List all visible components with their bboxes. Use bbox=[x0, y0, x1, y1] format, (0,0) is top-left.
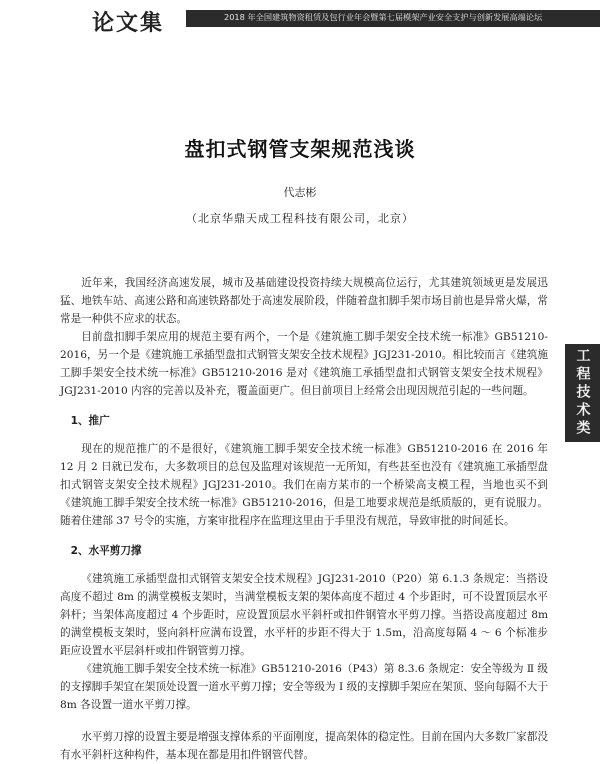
body-paragraph: 水平剪刀撑的设置主要是增强支撑体系的平面刚度，提高架体的稳定性。目前在国内大多数厂家都没有水平斜杆这种构件，基本现在都是用扣件钢管代替。 bbox=[60, 731, 548, 761]
article-title: 盘扣式钢管支架规范浅谈 bbox=[184, 137, 416, 161]
intro-paragraph: 近年来，我国经济高速发展，城市及基础建设投资持续大规模高位运行，尤其建筑领域更是发展迅猛、地铁车站、高速公路和高速铁路都处于高速发展阶段，伴随着盘扣脚手架市场目前也是异常火爆，常常是一种供不应求的状态。 bbox=[60, 277, 548, 325]
page-header bbox=[0, 0, 600, 36]
category-side-tab-label: 工程技术类 bbox=[574, 348, 591, 438]
article-body bbox=[60, 274, 548, 764]
section-title: 论文集 bbox=[92, 11, 165, 36]
conference-banner bbox=[186, 10, 600, 27]
body-paragraph: 《建筑施工脚手架安全技术统一标准》GB51210-2016（P43）第 8.3.6 条规定：安全等级为 Ⅱ 级的支撑脚手架宜在架顶处设置一道水平剪刀撑；安全等级为 Ⅰ 级的支撑脚手架应在架顶、竖向每隔不大于 8m 各设置一道水平剪刀撑。 bbox=[60, 663, 548, 711]
category-side-tab bbox=[565, 344, 600, 442]
intro-paragraph: 目前盘扣脚手架应用的规范主要有两个，一个是《建筑施工脚手架安全技术统一标准》GB51210-2016，另一个是《建筑施工承插型盘扣式钢管支架安全技术规程》JGJ231-2010。相比较而言《建筑施工脚手架安全技术统一标准》GB51210-2016 是对《建筑施工承插型盘扣式钢管支架安全技术规程》JGJ231-2010 内容的完善以及补充，覆盖面更广。但目前项目上经常会出现因规范引起的一些问题。 bbox=[60, 331, 548, 397]
body-paragraph: 《建筑施工承插型盘扣式钢管支架安全技术规程》JGJ231-2010（P20）第 6.1.3 条规定：当搭设高度不超过 8m 的满堂模板支架时，当满堂模板支架的架体高度不超过 4 个步距时，可不设置顶层水平斜杆；当架体高度超过 4 个步距时，应设置顶层水平斜杆或扣件钢管水平剪刀撑。当搭设高度超过 8m 的满堂模板支架时，竖向斜杆应满布设置，水平杆的步距不得大于 1.5m，沿高度每隔 4 ～ 6 个标准步距应设置水平层斜杆或扣件钢管剪刀撑。 bbox=[60, 573, 548, 657]
body-paragraph: 现在的规范推广的不是很好，《建筑施工脚手架安全技术统一标准》GB51210-2016 在 2016 年 12 月 2 日就已发布，大多数项目的总包及监理对该规范一无所知，有些甚至也没有《建筑施工承插型盘扣式钢管支架安全技术规程》JGJ231-2010。我们在南方某市的一个桥梁高支模工程，当地也买不到《建筑施工脚手架安全技术统一标准》GB51210-2016，但是工地要求规范是纸质版的，更有说服力。随着住建部 37 号令的实施，方案审批程序在监理这里由于手里没有规范，导致审批的时间延长。 bbox=[60, 443, 548, 527]
section-heading: 1、推广 bbox=[70, 415, 110, 427]
conference-banner-text: 2018 年全国建筑物资租赁及包行业年会暨第七届模架产业安全支护与创新发展高端论坛 bbox=[224, 12, 543, 22]
section-heading: 2、水平剪刀撑 bbox=[70, 545, 142, 557]
article-author: 代志彬 bbox=[283, 186, 317, 199]
article-affiliation: （北京华鼎天成工程科技有限公司，北京） bbox=[186, 212, 414, 225]
